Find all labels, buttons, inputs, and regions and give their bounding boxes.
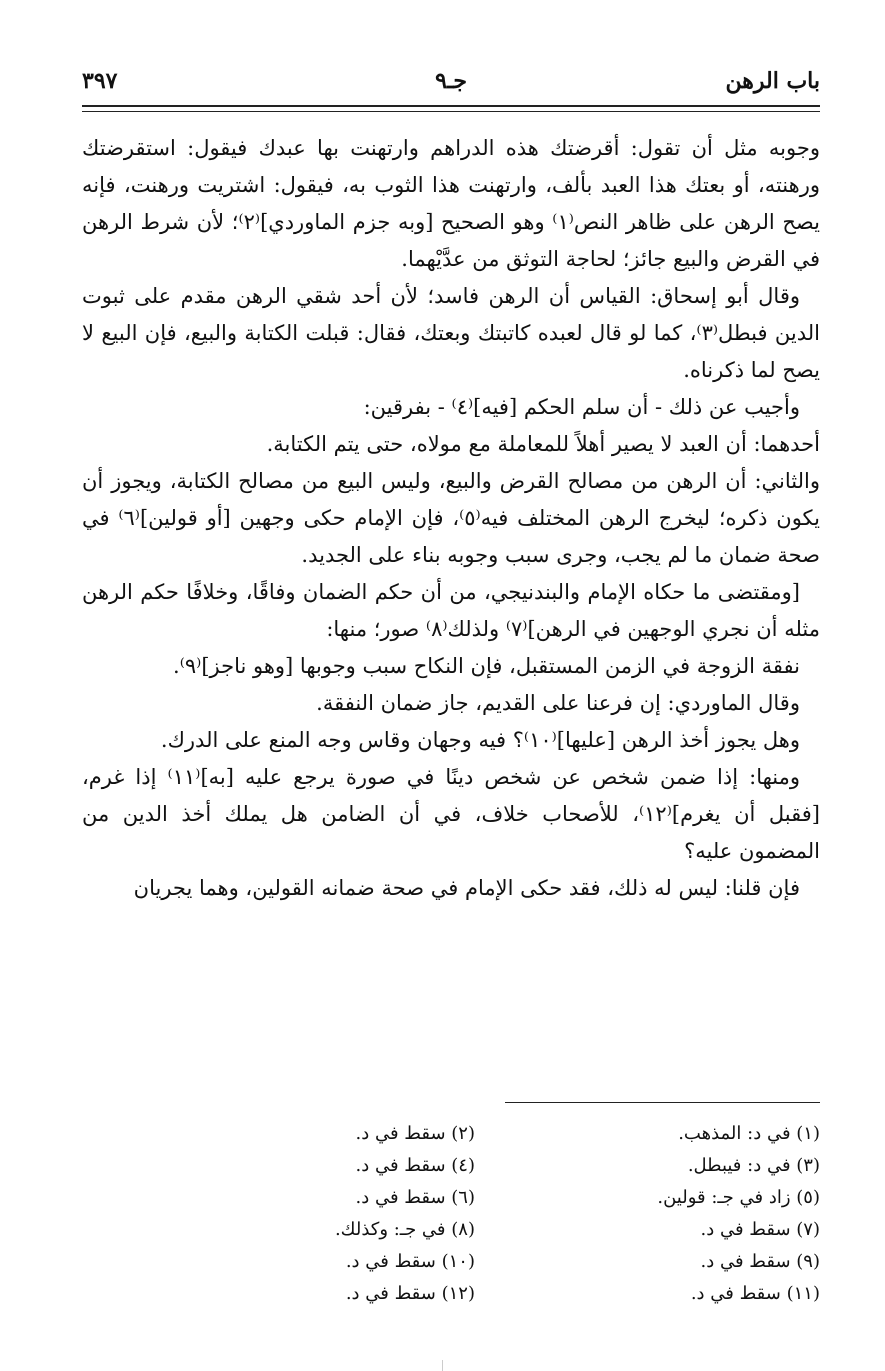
paragraph: وأجيب عن ذلك - أن سلم الحكم [فيه]⁽٤⁾ - بفرقين: — [363, 395, 800, 419]
footnote: (٢) سقط في د. — [355, 1123, 475, 1144]
header-rule-thick — [82, 105, 820, 107]
footnote-column-left — [150, 1118, 495, 1310]
footnote: (١٢) سقط في د. — [345, 1283, 475, 1304]
footnote: (٦) سقط في د. — [355, 1187, 475, 1208]
paragraph: أحدهما: أن العبد لا يصير أهلاً للمعاملة مع مولاه، حتى يتم الكتابة. — [266, 432, 820, 456]
paragraph: ومنها: إذا ضمن شخص عن شخص دينًا في صورة يرجع عليه [به]⁽١١⁾ إذا غرم، [فقبل أن يغرم]⁽١٢⁾، للأصحاب خلاف، في أن الضامن هل يملك أخذ الدين من المضمون عليه؟ — [82, 765, 820, 863]
footnote-column-right — [495, 1118, 820, 1310]
footnote: (٤) سقط في د. — [355, 1155, 475, 1176]
paragraph: وهل يجوز أخذ الرهن [عليها]⁽١٠⁾؟ فيه وجهان وقاس وجه المنع على الدرك. — [160, 728, 800, 752]
footnote: (٧) سقط في د. — [700, 1219, 820, 1240]
volume-number: جـ٩ — [435, 68, 467, 94]
footnote-separator — [505, 1102, 820, 1103]
footnote: (٩) سقط في د. — [700, 1251, 820, 1272]
footnote: (٨) في جـ: وكذلك. — [334, 1219, 475, 1240]
paragraph: [ومقتضى ما حكاه الإمام والبندنيجي، من أن حكم الضمان وفاقًا، وخلافًا حكم الرهن مثله أن نجري الوجهين في الرهن]⁽٧⁾ ولذلك⁽٨⁾ صور؛ منها: — [82, 580, 820, 641]
paragraph: والثاني: أن الرهن من مصالح القرض والبيع، وليس البيع من مصالح الكتابة، ويجوز أن يكون ذكره؛ ليخرج الرهن المختلف فيه⁽٥⁾، فإن الإمام حكى وجهين [أو قولين]⁽٦⁾ في صحة ضمان ما لم يجب، وجرى سبب وجوبه بناء على الجديد. — [82, 469, 821, 567]
chapter-title: باب الرهن — [725, 68, 820, 94]
footnote: (٣) في د: فيبطل. — [687, 1155, 820, 1176]
paragraph: وقال الماوردي: إن فرعنا على القديم، جاز ضمان النفقة. — [316, 691, 800, 715]
footnotes — [150, 1118, 820, 1310]
paragraph: وجوبه مثل أن تقول: أقرضتك هذه الدراهم وارتهنت بها عبدك فيقول: استقرضتك ورهنته، أو بعتك هذا العبد بألف، وارتهنت هذا الثوب به، فيقول: اشتريت ورهنت، فإنه يصح الرهن على ظاهر النص⁽١⁾ وهو الصحيح [وبه جزم الماوردي]⁽٢⁾؛ لأن شرط الرهن في القرض والبيع جائز؛ لحاجة التوثق من عدَّيْهما. — [82, 136, 820, 271]
running-header — [82, 62, 820, 102]
page-number: ٣٩٧ — [82, 68, 118, 94]
page-edge-mark — [442, 1360, 443, 1371]
main-text — [82, 130, 820, 907]
footnote: (١٠) سقط في د. — [345, 1251, 475, 1272]
paragraph: فإن قلنا: ليس له ذلك، فقد حكى الإمام في صحة ضمانه القولين، وهما يجريان — [133, 876, 800, 900]
footnote: (١) في د: المذهب. — [678, 1123, 820, 1144]
header-rule-thin — [82, 111, 820, 112]
footnote: (١١) سقط في د. — [690, 1283, 820, 1304]
paragraph: وقال أبو إسحاق: القياس أن الرهن فاسد؛ لأن أحد شقي الرهن مقدم على ثبوت الدين فبطل⁽٣⁾، كما لو قال لعبده كاتبتك وبعتك، فقال: قبلت الكتابة والبيع، فإن البيع لا يصح لما ذكرناه. — [82, 284, 820, 382]
paragraph: نفقة الزوجة في الزمن المستقبل، فإن النكاح سبب وجوبها [وهو ناجز]⁽٩⁾. — [173, 654, 800, 678]
footnote: (٥) زاد في جـ: قولين. — [657, 1187, 820, 1208]
